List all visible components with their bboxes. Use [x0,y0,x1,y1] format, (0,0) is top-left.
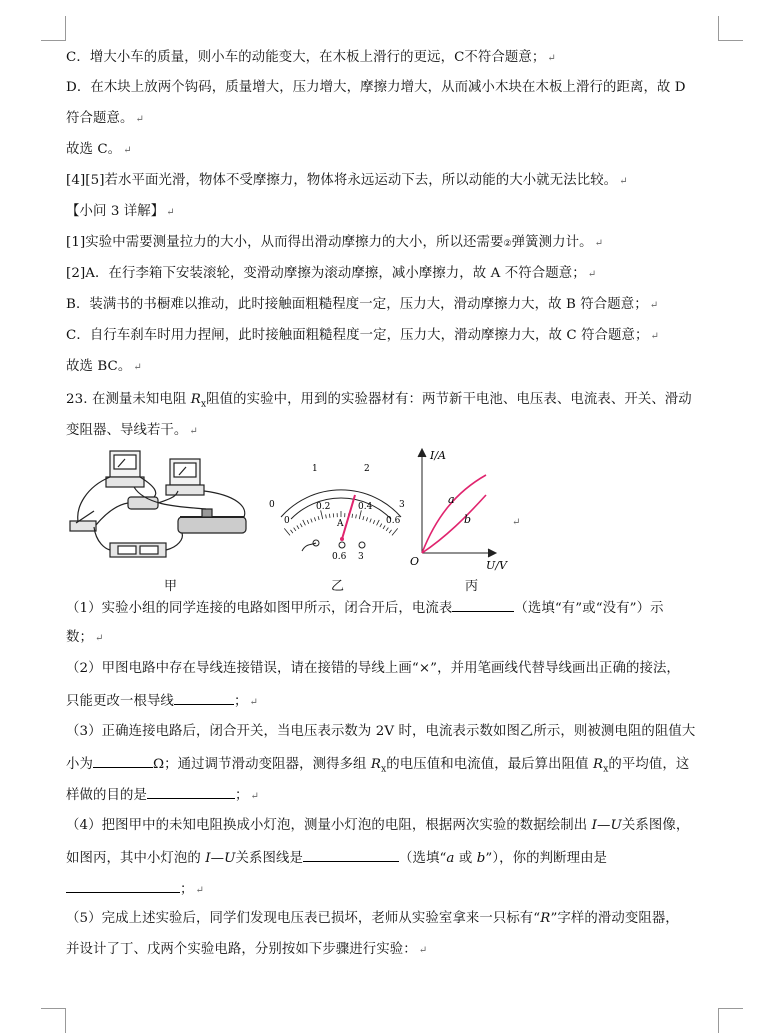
answer-line-2a: [2]A．在行李箱下安装滚轮，变滑动摩擦为滚动摩擦，减小摩擦力，故 A 不符合题意； ↵ [66,265,596,284]
switch-device [70,521,96,531]
dial-tick [377,520,380,525]
dial-unit: A [336,519,344,529]
dial-needle [342,495,355,539]
dial-tick [386,528,388,531]
dial-tick [352,514,353,518]
dial-outer-tick-1: 1 [312,464,318,474]
resistor-rx [128,497,158,509]
dial-tick [326,514,327,518]
question-23-part-1-cont: 数； ↵ [66,629,103,648]
crop-mark-top-right [718,16,743,41]
svg-text:↵: ↵ [512,517,520,528]
answer-blank-2[interactable] [174,691,234,705]
answer-line-c: C．增大小车的质量，则小车的动能变大，在木板上滑行的更远，C不符合题意； ↵ [66,49,556,68]
question-23-part-4: （4）把图甲中的未知电阻换成小灯泡，测量小灯泡的电阻，根据两次实验的数据绘制出 I—U关系图像， [66,817,689,835]
question-23-part-3-cont: 小为 Ω；通过调节滑动变阻器，测得多组 $R_x$的电压值和电流值，最后算出阻值 $R_x$的平均值，这 [66,754,689,779]
terminal-06 [339,542,345,548]
dial-tick [383,526,385,529]
dial-tick [290,530,292,533]
dial-tick [366,517,367,521]
figure-label-bing: 丙 [465,575,478,594]
question-23-stem: 23. 在测量未知电阻 $R_x$阻值的实验中，用到的实验器材有：两节新干电池、电压表、电流表、开关、滑动 [66,391,692,414]
graph-origin: O [410,555,419,568]
dial-tick [300,524,302,527]
section-heading-q3: 【小问 3 详解】 ↵ [66,203,175,222]
dial-tick [363,516,364,520]
answer-line-1: [1]实验中需要测量拉力的大小，从而得出滑动摩擦力的大小，所以还需要②弹簧测力计。 ↵ [66,234,603,253]
dial-inner-tick-04: 0.4 [358,502,373,512]
dial-tick [284,528,290,535]
answer-line-2c: C．自行车刹车时用力捏闸，此时接触面粗糙程度一定，压力大，滑动摩擦力大，故 C 符合题意； ↵ [66,327,659,346]
dial-tick [373,520,375,524]
answer-line-45: [4][5]若水平面光滑，物体不受摩擦力，物体将永远运动下去，所以动能的大小就无法比较。 ↵ [66,172,628,191]
curve-a [422,475,486,553]
answer-blank-4a[interactable] [303,848,399,862]
figure-drawing [66,447,586,577]
question-23-stem-cont: 变阻器、导线若干。 ↵ [66,422,198,441]
dial-tick [380,524,382,527]
crop-mark-bottom-right [718,1008,743,1033]
question-23-part-1: （1）实验小组的同学连接的电路如图甲所示，闭合开后，电流表 （选填“有”或“没有”）示 [66,598,664,618]
question-23-part-2-cont: 只能更改一根导线 ； ↵ [66,691,258,712]
dial-tick [356,514,357,518]
crop-mark-bottom-left [41,1008,66,1033]
experiment-figure [66,447,586,595]
dial-outer-tick-0: 0 [269,500,275,510]
dial-tick [392,528,398,535]
crop-mark-top-left [41,16,66,41]
curve-a-label: a [448,493,455,506]
answer-choice-bc: 故选 BC。 ↵ [66,358,142,377]
question-23-part-2: （2）甲图电路中存在导线连接错误，请在接错的导线上画“×”，并用笔画线代替导线画出正确的接法， [66,660,680,678]
dial-tick [370,519,371,523]
dial-tick [297,526,299,529]
dial-outer-tick-3: 3 [399,500,405,510]
terminal-label-3: 3 [358,552,364,562]
question-23-part-4-cont2: ； ↵ [66,879,204,900]
dial-tick [307,520,309,524]
circuit-diagram-jia [70,451,246,557]
answer-blank-4b[interactable] [66,879,180,893]
answer-line-d-cont: 符合题意。 ↵ [66,110,144,129]
dial-tick [303,520,306,525]
dial-tick [311,519,312,523]
dial-tick [294,528,296,531]
answer-blank-3a[interactable] [93,754,153,768]
graph-ylabel: I/A [429,449,446,462]
answer-line-2b: B．装满书的书橱难以推动，此时接触面粗糙程度一定，压力大，滑动摩擦力大，故 B 符合题意； ↵ [66,296,658,315]
dial-inner-tick-02: 0.2 [316,502,330,512]
answer-blank-1[interactable] [452,598,514,612]
figure-label-yi: 乙 [331,575,344,594]
dial-tick [389,530,391,533]
figure-label-jia: 甲 [164,575,177,594]
dial-tick [318,516,319,520]
terminal-3 [359,542,365,548]
question-23-part-4-cont: 如图丙，其中小灯泡的 I—U关系图线是 （选填“a 或 b”），你的判断理由是 [66,848,607,868]
dial-inner-tick-0: 0 [284,516,290,526]
question-23-part-3: （3）正确连接电路后，闭合开关，当电压表示数为 2V 时，电流表示数如图乙所示，则被测电阻的阻值大 [66,723,695,741]
graph-xlabel: U/V [486,559,508,572]
curve-b-label: b [464,513,471,526]
ammeter-dial-yi [269,464,405,562]
question-23-part-3-cont2: 样做的目的是 ； ↵ [66,785,259,806]
rheostat-device [178,517,246,533]
answer-choice-c: 故选 C。 ↵ [66,141,132,160]
question-23-part-5-cont: 并设计了丁、戊两个实验电路，分别按如下步骤进行实验： ↵ [66,941,427,960]
dial-inner-tick-06: 0.6 [386,516,401,526]
question-23-part-5: （5）完成上述实验后，同学们发现电压表已损坏，老师从实验室拿来一只标有“R”字样的滑动变阻器， [66,910,679,928]
answer-blank-3b[interactable] [147,785,235,799]
dial-tick [314,517,315,521]
iu-graph-bing [410,449,508,572]
dial-outer-tick-2: 2 [364,464,370,474]
answer-line-d: D．在木块上放两个钩码，质量增大，压力增大，摩擦力增大，从而减小木块在木板上滑行的距离，故 D [66,79,686,97]
terminal-label-06: 0.6 [332,552,347,562]
dial-tick [329,514,330,518]
